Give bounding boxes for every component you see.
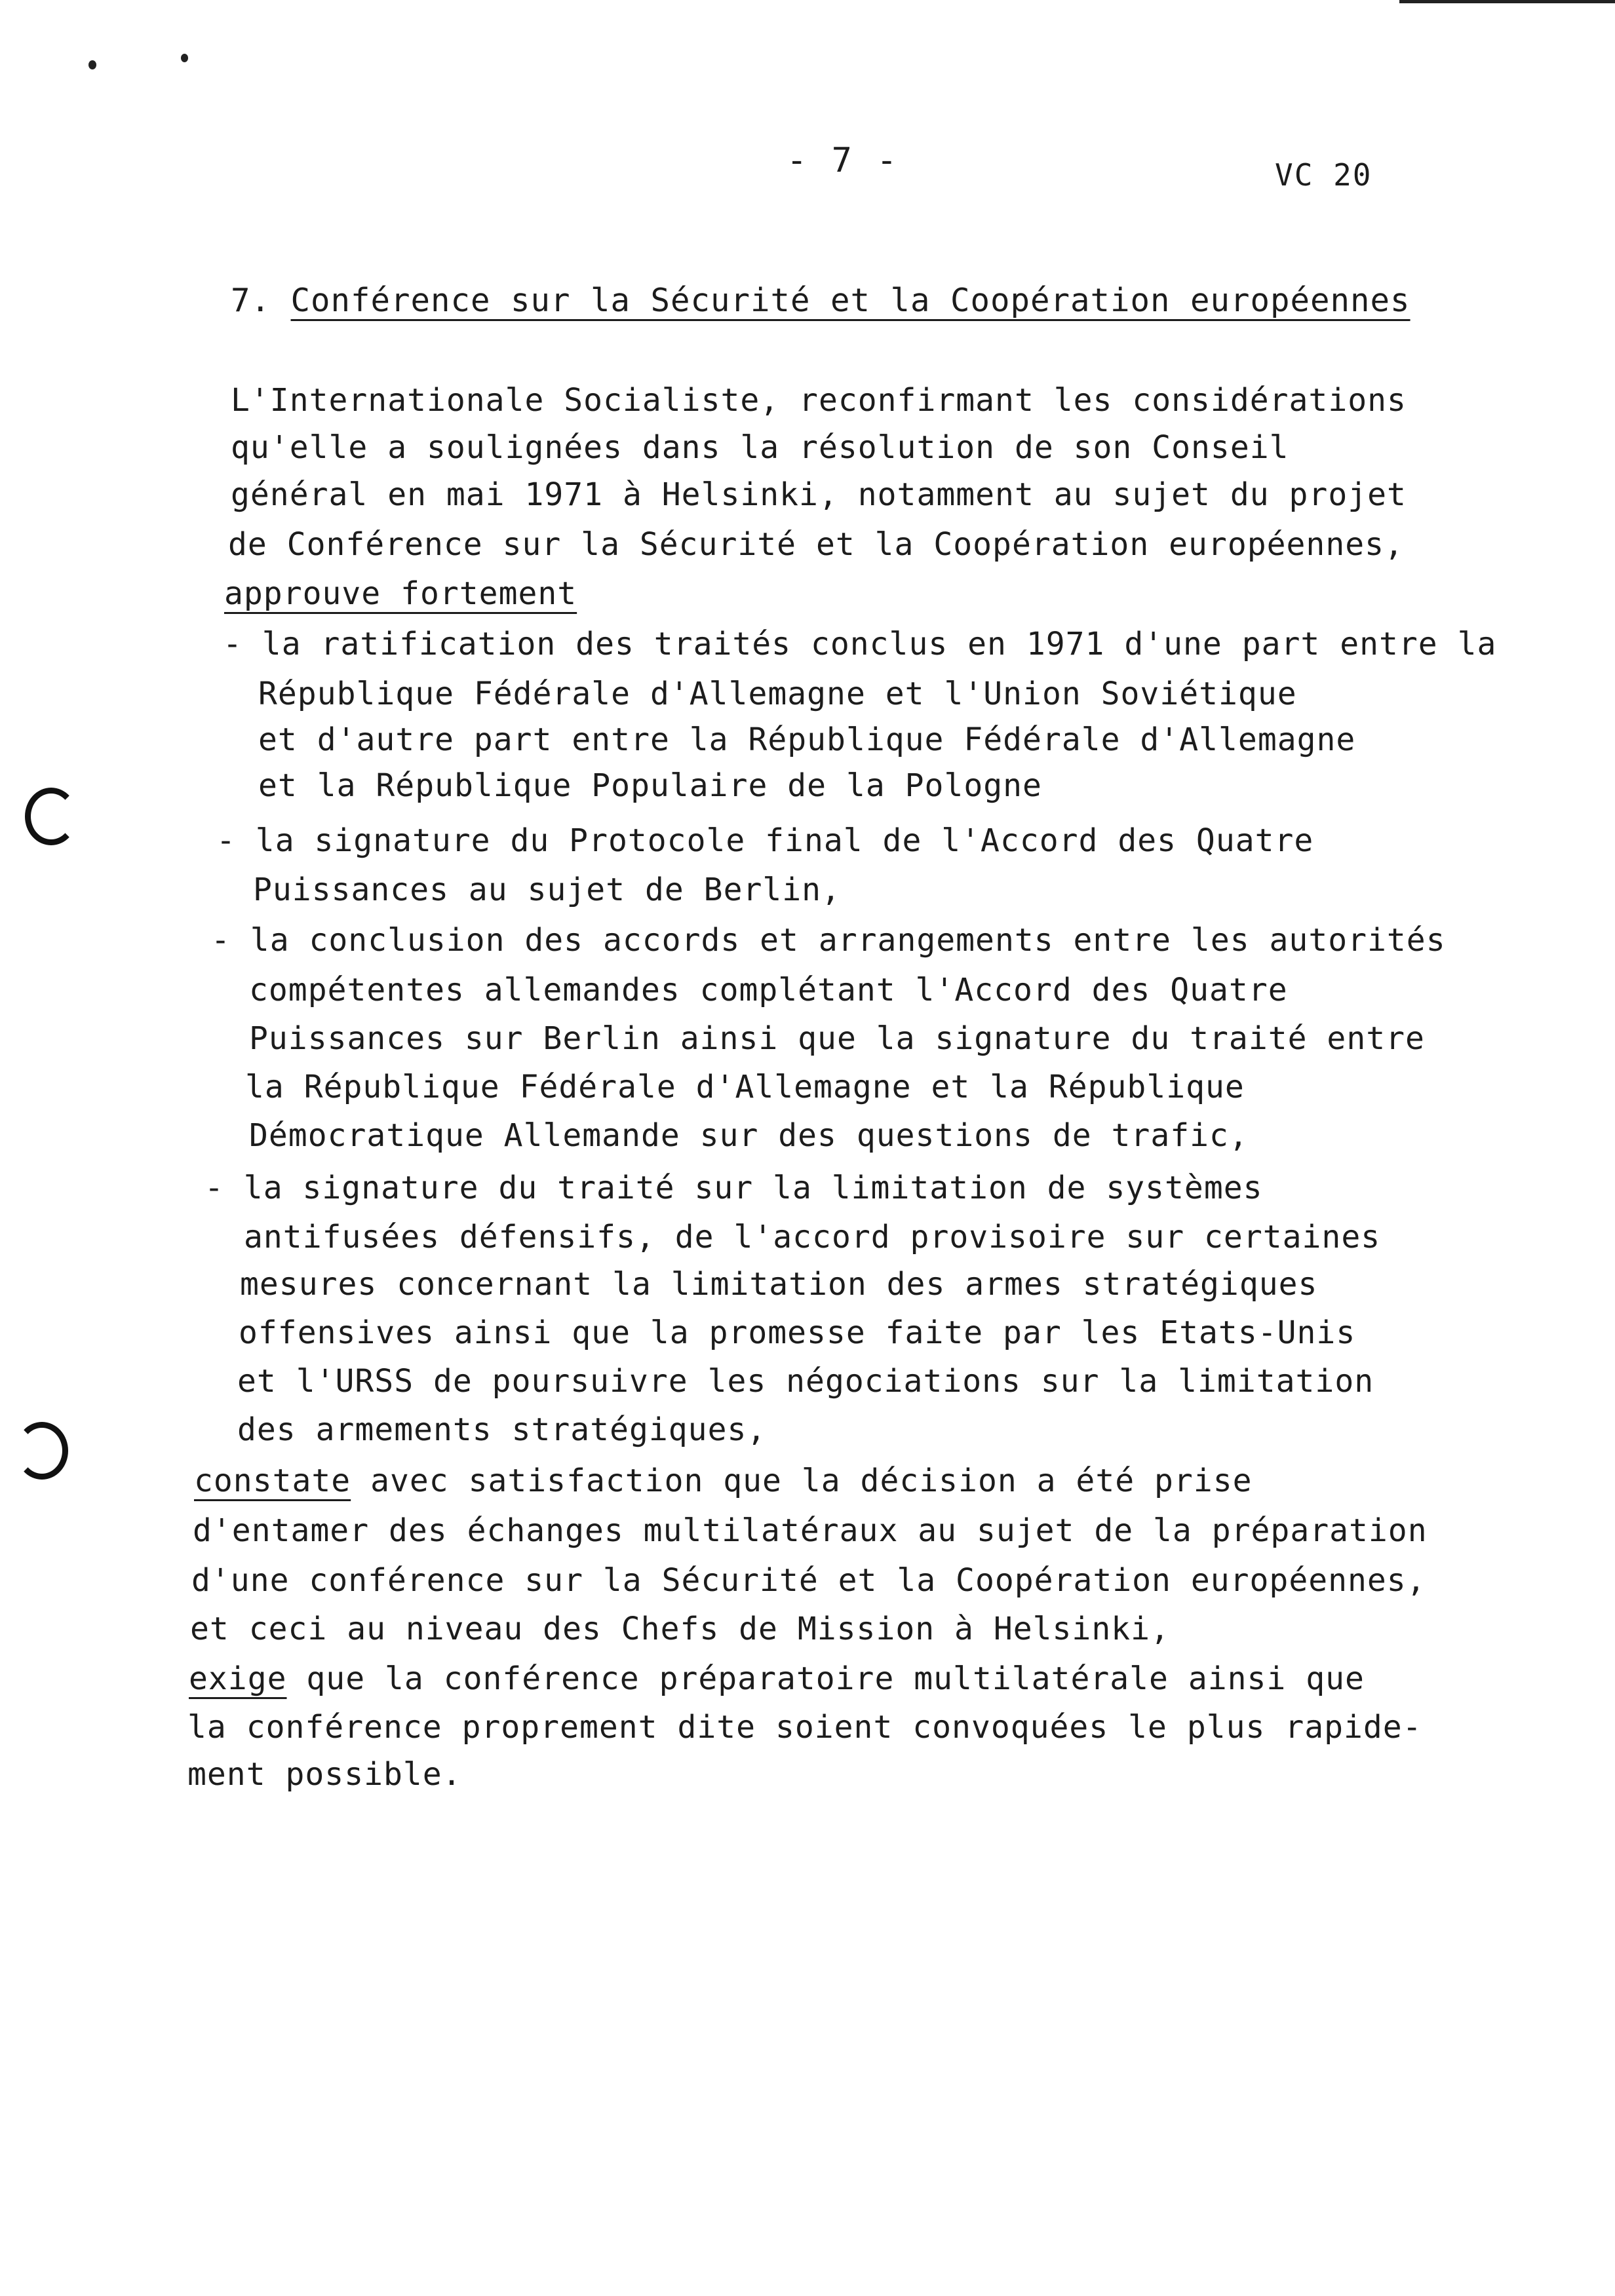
exige-paragraph-line: la conférence proprement dite soient convoquées le plus rapide- — [187, 1709, 1422, 1746]
constate-paragraph-line: et ceci au niveau des Chefs de Mission à Helsinki, — [190, 1611, 1170, 1647]
intro-line: L'Internationale Socialiste, reconfirmant les considérations — [231, 382, 1407, 419]
scan-edge-line — [1399, 0, 1615, 3]
punch-hole-mark — [25, 788, 77, 845]
list-item-line: Puissances au sujet de Berlin, — [253, 871, 841, 908]
list-item-line: et l'URSS de poursuivre les négociations sur la limitation — [237, 1363, 1374, 1400]
list-item-line: compétentes allemandes complétant l'Accord des Quatre — [249, 972, 1288, 1008]
intro-line: général en mai 1971 à Helsinki, notamment au sujet du projet — [231, 476, 1407, 513]
list-item-line: mesures concernant la limitation des armes stratégiques — [240, 1266, 1318, 1303]
list-item-line: Démocratique Allemande sur des questions de trafic, — [249, 1117, 1249, 1154]
list-item-line: la République Fédérale d'Allemagne et la République — [245, 1069, 1245, 1105]
list-item-line: - la signature du traité sur la limitation de systèmes — [204, 1170, 1263, 1206]
exige-paragraph-line: ment possible. — [187, 1756, 462, 1793]
exige-paragraph-line — [189, 1660, 1365, 1697]
list-item-line: offensives ainsi que la promesse faite par les Etats-Unis — [239, 1314, 1356, 1351]
section-number: 7. — [231, 282, 271, 319]
page-number: - 7 - — [787, 141, 899, 180]
verb-constate: constate — [194, 1463, 351, 1499]
scan-speck — [88, 60, 96, 69]
verb-approuve: approuve fortement — [224, 575, 577, 612]
scan-speck — [181, 54, 188, 62]
constate-text: avec satisfaction que la décision a été prise — [351, 1463, 1253, 1499]
constate-paragraph-line: d'entamer des échanges multilatéraux au sujet de la préparation — [193, 1512, 1428, 1549]
list-item-line: - la conclusion des accords et arrangements entre les autorités — [211, 922, 1446, 959]
exige-text: que la conférence préparatoire multilatérale ainsi que — [286, 1660, 1365, 1697]
list-item-line: antifusées défensifs, de l'accord provisoire sur certaines — [244, 1219, 1381, 1255]
list-item-line: des armements stratégiques, — [237, 1411, 767, 1448]
constate-paragraph-line: d'une conférence sur la Sécurité et la Coopération européennes, — [191, 1562, 1426, 1599]
section-heading — [231, 282, 1411, 319]
punch-hole-mark — [16, 1422, 68, 1480]
section-title: Conférence sur la Sécurité et la Coopération européennes — [290, 282, 1411, 319]
list-item-line: Puissances sur Berlin ainsi que la signature du traité entre — [249, 1020, 1425, 1057]
intro-line: qu'elle a soulignées dans la résolution de son Conseil — [231, 429, 1289, 466]
list-item-line: et d'autre part entre la République Fédérale d'Allemagne — [258, 721, 1356, 758]
list-item-line: - la signature du Protocole final de l'Accord des Quatre — [216, 822, 1314, 859]
document-reference: VC 20 — [1275, 157, 1372, 193]
verb-exige: exige — [189, 1660, 287, 1697]
list-item-line: - la ratification des traités conclus en 1971 d'une part entre la — [223, 626, 1497, 662]
intro-line: de Conférence sur la Sécurité et la Coopération européennes, — [228, 526, 1404, 563]
constate-paragraph-line — [194, 1463, 1253, 1499]
list-item-line: et la République Populaire de la Pologne — [258, 767, 1042, 804]
list-item-line: République Fédérale d'Allemagne et l'Union Soviétique — [258, 676, 1297, 712]
